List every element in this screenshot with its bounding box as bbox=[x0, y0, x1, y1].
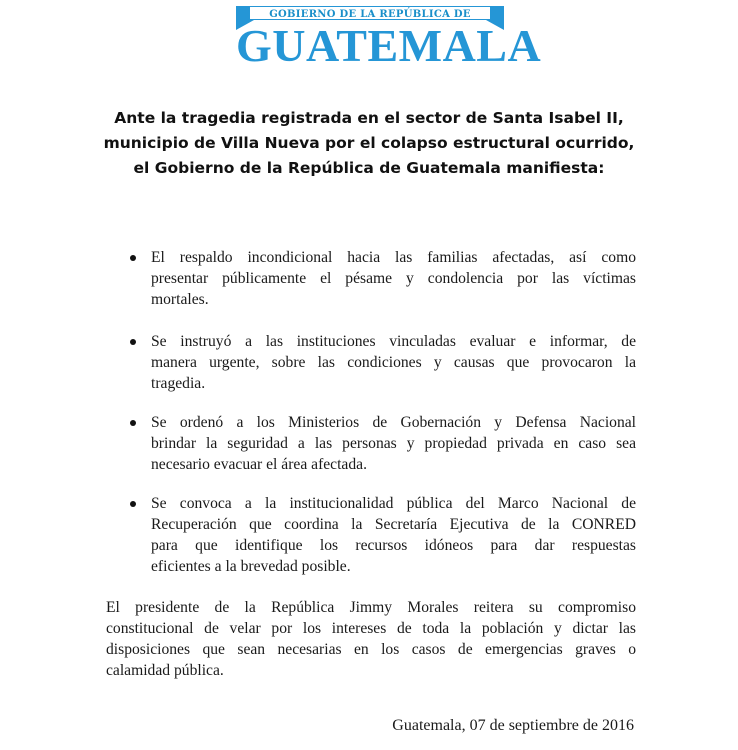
bullet-line: eficientes a la brevedad posible. bbox=[151, 558, 351, 575]
closing-line: El presidente de la República Jimmy Morales reitera su compromiso bbox=[106, 599, 636, 616]
bullet-line: mortales. bbox=[151, 291, 209, 308]
heading-line: municipio de Villa Nueva por el colapso estructural ocurrido, bbox=[103, 134, 635, 152]
bullet-line: necesario evacuar el área afectada. bbox=[151, 456, 367, 473]
bullet-text bbox=[151, 493, 636, 577]
closing-line: constitucional de velar por los intereses de toda la población y dictar las bbox=[106, 620, 636, 637]
logo-title: GUATEMALA bbox=[236, 20, 542, 71]
bullet-line: brindar la seguridad a las personas y propiedad privada en caso sea bbox=[151, 435, 636, 452]
bullet-icon bbox=[130, 255, 136, 261]
government-logo bbox=[236, 6, 542, 72]
bullet-line: manera urgente, sobre las condiciones y causas que provocaron la bbox=[151, 354, 636, 371]
closing-line: disposiciones que sean necesarias en los casos de emergencias graves o bbox=[106, 641, 636, 658]
bullet-icon bbox=[130, 501, 136, 507]
bullet-line: El respaldo incondicional hacia las familias afectadas, así como bbox=[151, 249, 636, 266]
bullet-line: presentar públicamente el pésame y condolencia por las víctimas bbox=[151, 270, 636, 287]
document-heading bbox=[60, 106, 678, 181]
bullet-line: Se convoca a la institucionalidad pública del Marco Nacional de bbox=[151, 495, 636, 512]
dateline: Guatemala, 07 de septiembre de 2016 bbox=[392, 717, 634, 734]
bullet-line: tragedia. bbox=[151, 375, 206, 392]
bullet-line: Se instruyó a las instituciones vinculadas evaluar e informar, de bbox=[151, 333, 636, 350]
heading-line: Ante la tragedia registrada en el sector de Santa Isabel II, bbox=[114, 109, 624, 127]
logo-subtitle: GOBIERNO DE LA REPÚBLICA DE bbox=[269, 9, 471, 20]
closing-line: calamidad pública. bbox=[106, 662, 224, 679]
bullet-icon bbox=[130, 420, 136, 426]
bullet-text bbox=[151, 331, 636, 394]
bullet-line: Se ordenó a los Ministerios de Gobernación y Defensa Nacional bbox=[151, 414, 636, 431]
heading-line: el Gobierno de la República de Guatemala manifiesta: bbox=[133, 159, 605, 177]
closing-paragraph bbox=[106, 597, 636, 681]
bullet-text bbox=[151, 247, 636, 310]
bullet-text bbox=[151, 412, 636, 475]
bullet-line: para que identifique los recursos idóneos para dar respuestas bbox=[151, 537, 636, 554]
bullet-line: Recuperación que coordina la Secretaría Ejecutiva de la CONRED bbox=[151, 516, 636, 533]
bullet-icon bbox=[130, 339, 136, 345]
